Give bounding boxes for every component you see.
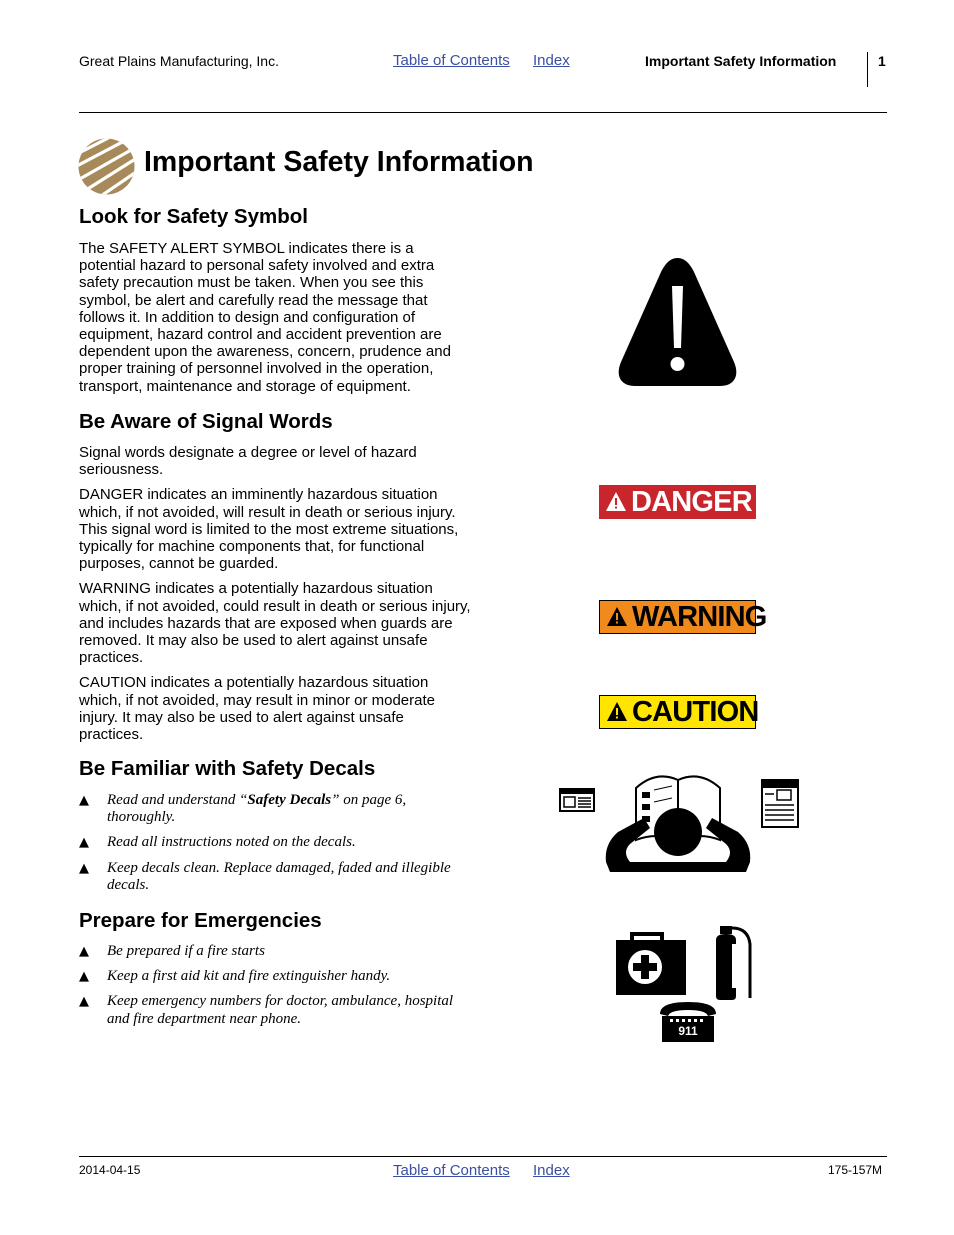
- emergencies-list: [79, 943, 471, 1036]
- warning-paragraph: WARNING indicates a potentially hazardous situation which, if not avoided, could result in death or serious injury, and includes hazards that are exposed when guards are removed. It may also be used to alert against unsafe practices.: [79, 580, 471, 667]
- page-title: Important Safety Information: [144, 146, 534, 178]
- warning-triangle-icon: [606, 701, 628, 723]
- bullet-triangle-icon: ▲: [79, 994, 89, 1010]
- decals-list: [79, 792, 471, 902]
- fire-extinguisher-icon: [716, 926, 750, 1000]
- list-item: ▲ Keep decals clean. Replace damaged, faded and illegible decals.: [79, 859, 451, 893]
- danger-paragraph: DANGER indicates an imminently hazardous situation which, if not avoided, will result in death or serious injury. This signal word is limited to the most extreme situations, typically for machine components that, for functional purposes, cannot be guarded.: [79, 486, 459, 573]
- bullet-triangle-icon: ▲: [79, 793, 89, 808]
- safety-symbol-paragraph: The SAFETY ALERT SYMBOL indicates there is a potential hazard to personal safety involved and extra safety precaution must be taken. When you see this symbol, be alert and carefully read the message that follows it. In addition to design and configuration of equipment, hazard control and accident prevention are dependent upon the awareness, concern, prudence and proper training of personnel involved in the operation, transport, maintenance and storage of equipment.: [79, 240, 451, 395]
- danger-label: DANGER: [631, 485, 752, 518]
- bullet-triangle-icon: ▲: [79, 944, 89, 959]
- header-section: Important Safety Information: [645, 53, 837, 69]
- list-item: ▲ Be prepared if a fire starts: [79, 943, 265, 959]
- list-item: ▲ Keep a first aid kit and fire extinguisher handy.: [79, 968, 391, 985]
- bullet-triangle-icon: ▲: [79, 835, 89, 851]
- header-divider: [867, 52, 868, 87]
- first-aid-kit-icon: [616, 934, 686, 995]
- warning-triangle-icon: [605, 491, 627, 513]
- bullet-triangle-icon: ▲: [79, 969, 89, 985]
- footer-date: 2014-04-15: [79, 1163, 141, 1177]
- safety-symbol-text: [79, 240, 471, 403]
- footer-rule: [79, 1156, 887, 1157]
- safety-decals-ref: Safety Decals: [247, 792, 332, 808]
- toc-link-bottom[interactable]: Table of Contents: [393, 1162, 510, 1179]
- heading-emergencies: Prepare for Emergencies: [79, 909, 322, 932]
- doc-number: 175-157M: [828, 1163, 883, 1177]
- danger-decal: [599, 485, 756, 519]
- page-number: 1: [878, 53, 886, 69]
- toc-link-top[interactable]: Table of Contents: [393, 52, 510, 69]
- bullet-triangle-icon: ▲: [79, 860, 89, 876]
- safety-alert-icon: [615, 254, 740, 388]
- heading-safety-symbol: Look for Safety Symbol: [79, 205, 308, 228]
- signal-words-intro: Signal words designate a degree or level of hazard seriousness.: [79, 444, 417, 479]
- company-name: Great Plains Manufacturing, Inc.: [79, 53, 279, 69]
- caution-decal: [599, 695, 759, 729]
- heading-safety-decals: Be Familiar with Safety Decals: [79, 757, 376, 780]
- read-manual-icon: [558, 770, 803, 875]
- index-link-top[interactable]: Index: [533, 52, 570, 69]
- warning-triangle-icon: [606, 606, 628, 628]
- caution-label: CAUTION: [632, 695, 759, 728]
- logo-icon: [78, 138, 135, 195]
- heading-signal-words: Be Aware of Signal Words: [79, 410, 333, 433]
- warning-decal: [599, 600, 767, 634]
- warning-label: WARNING: [632, 600, 767, 633]
- header-rule: [79, 112, 887, 113]
- emergency-number-label: 911: [678, 1024, 698, 1038]
- list-item: ▲ Read and understand “Safety Decals” on page 6, thoroughly.: [79, 792, 407, 826]
- list-item: ▲ Keep emergency numbers for doctor, ambulance, hospital and fire department near phone.: [79, 993, 454, 1027]
- index-link-bottom[interactable]: Index: [533, 1162, 570, 1179]
- list-item: ▲ Read all instructions noted on the decals.: [79, 834, 356, 851]
- caution-paragraph: CAUTION indicates a potentially hazardous situation which, if not avoided, may result in minor or moderate injury. It may also be used to alert against unsafe practices.: [79, 674, 435, 744]
- signal-words-text: [79, 444, 471, 751]
